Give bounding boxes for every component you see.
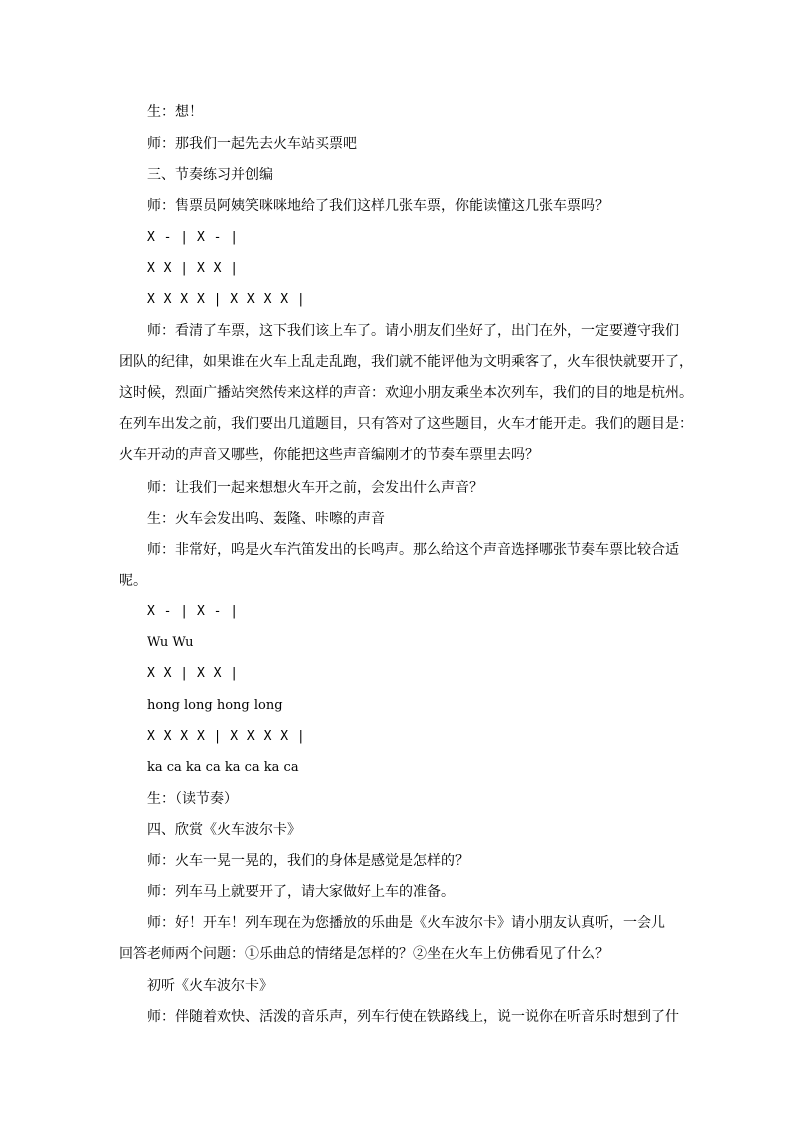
- dialogue-line: 师：售票员阿姨笑咪咪地给了我们这样几张车票，你能读懂这几张车票吗？: [147, 198, 609, 214]
- dialogue-line: 师：那我们一起先去火车站买票吧: [147, 136, 357, 152]
- dialogue-line: 生：想！: [147, 104, 203, 120]
- paragraph-line: 团队的纪律，如果谁在火车上乱走乱跑，我们就不能评他为文明乘客了，火车很快就要开了，: [119, 354, 693, 370]
- rhythm-notation: X - | X - |: [147, 604, 239, 619]
- paragraph-line: 在列车出发之前，我们要出几道题目，只有答对了这些题目，火车才能开走。我们的题目是：: [119, 416, 693, 432]
- rhythm-notation: X X | X X |: [147, 261, 239, 276]
- dialogue-line: 生：（读节奏）: [147, 791, 238, 807]
- paragraph-line: 师：伴随着欢快、活泼的音乐声，列车行使在铁路线上，说一说你在听音乐时想到了什: [147, 1009, 679, 1025]
- rhythm-notation: X X | X X |: [147, 666, 239, 681]
- rhythm-notation: X - | X - |: [147, 230, 239, 245]
- rhythm-syllables: Wu Wu: [147, 635, 194, 650]
- paragraph-line: 师：好！开车！列车现在为您播放的乐曲是《火车波尔卡》请小朋友认真听，一会儿: [147, 915, 665, 931]
- paragraph-line: 呢。: [119, 573, 147, 589]
- dialogue-line: 初听《火车波尔卡》: [147, 978, 273, 994]
- paragraph-line: 回答老师两个问题：①乐曲总的情绪是怎样的？②坐在火车上仿佛看见了什么？: [119, 946, 609, 962]
- rhythm-notation: X X X X | X X X X |: [147, 729, 306, 744]
- dialogue-line: 师：火车一晃一晃的，我们的身体是感觉是怎样的？: [147, 853, 469, 869]
- dialogue-line: 师：非常好，呜是火车汽笛发出的长鸣声。那么给这个声音选择哪张节奏车票比较合适: [147, 542, 679, 558]
- dialogue-line: 生：火车会发出呜、轰隆、咔嚓的声音: [147, 511, 385, 527]
- dialogue-line: 师：让我们一起来想想火车开之前，会发出什么声音？: [147, 480, 483, 496]
- paragraph-line: 师：看清了车票，这下我们该上车了。请小朋友们坐好了，出门在外，一定要遵守我们: [147, 323, 679, 339]
- rhythm-syllables: ka ca ka ca ka ca ka ca: [147, 760, 299, 775]
- section-heading: 四、欣赏《火车波尔卡》: [147, 822, 301, 838]
- rhythm-notation: X X X X | X X X X |: [147, 292, 306, 307]
- rhythm-syllables: hong long hong long: [147, 698, 283, 713]
- paragraph-line: 火车开动的声音又哪些，你能把这些声音编刚才的节奏车票里去吗？: [119, 447, 539, 463]
- section-heading: 三、节奏练习并创编: [147, 167, 273, 183]
- dialogue-line: 师：列车马上就要开了，请大家做好上车的准备。: [147, 884, 455, 900]
- paragraph-line: 这时候，烈面广播站突然传来这样的声音：欢迎小朋友乘坐本次列车，我们的目的地是杭州。: [119, 385, 693, 401]
